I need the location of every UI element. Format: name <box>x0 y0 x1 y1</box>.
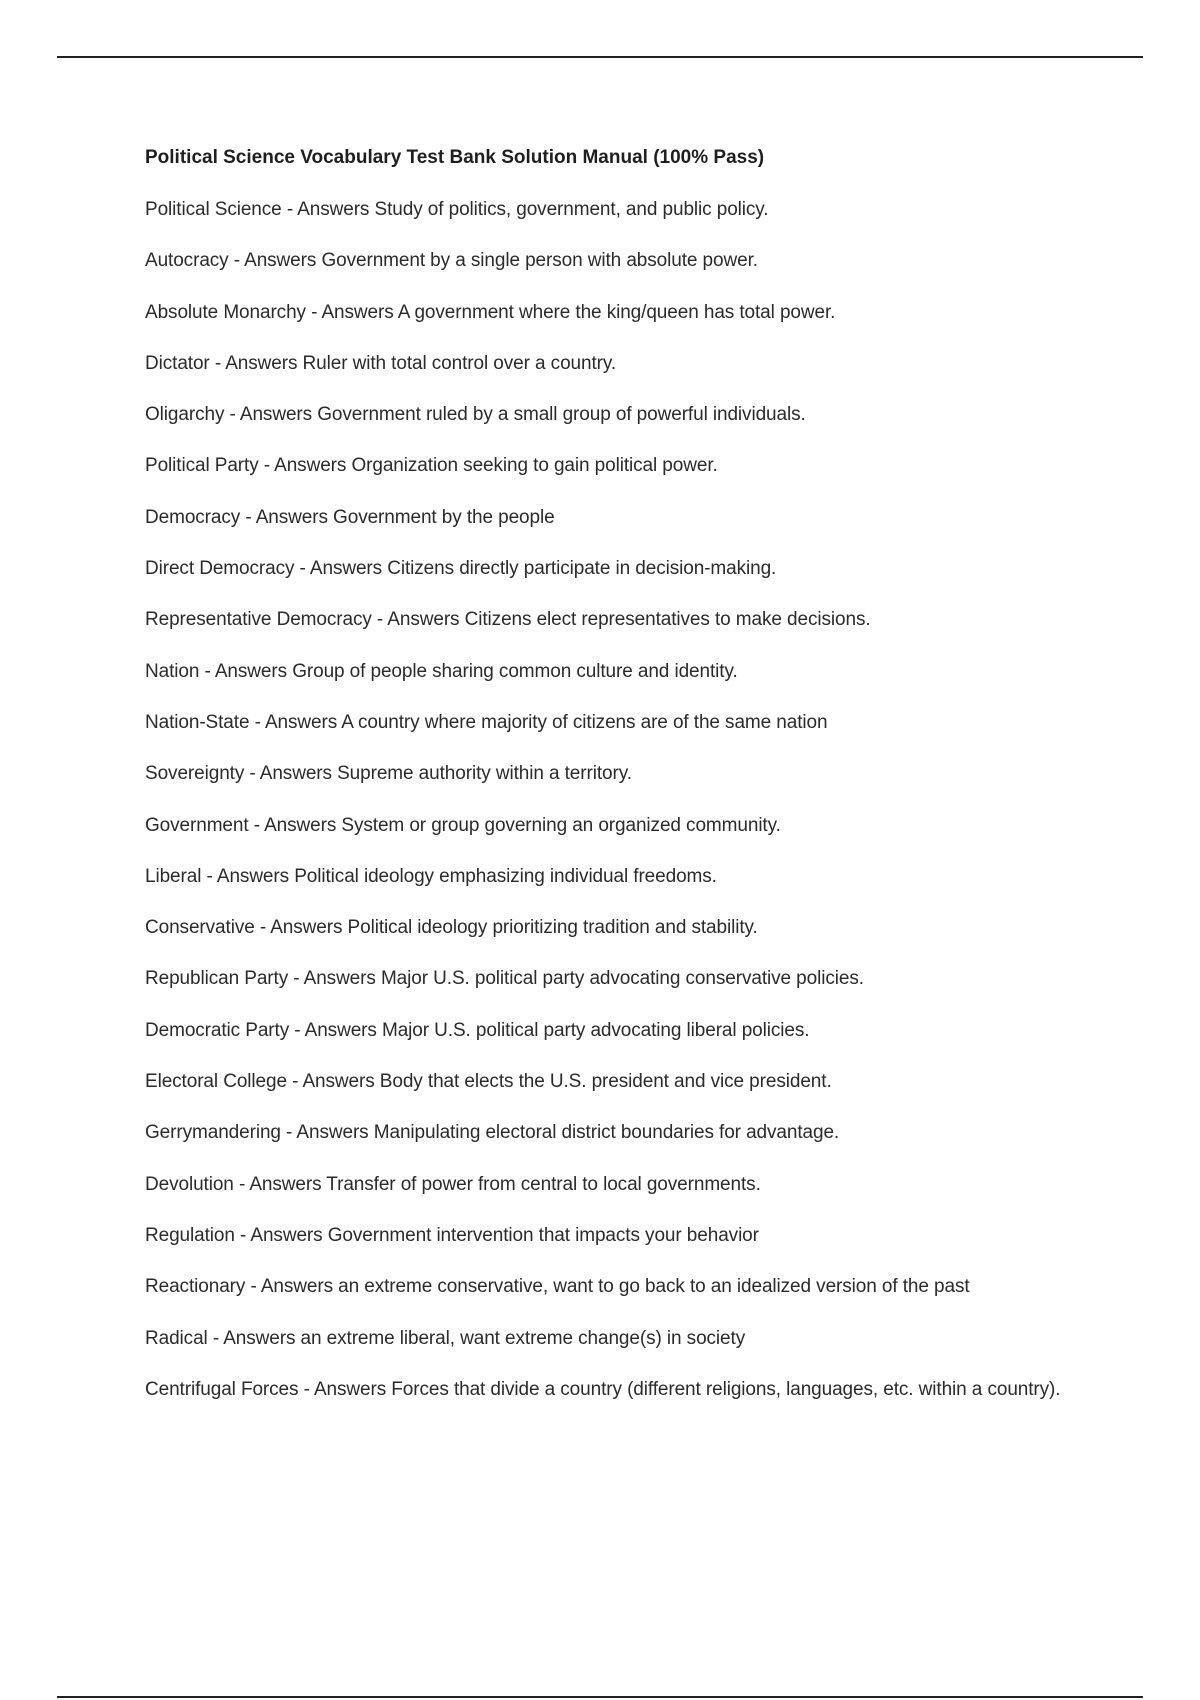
vocabulary-entry: Oligarchy - Answers Government ruled by a small group of powerful individuals. <box>145 404 806 426</box>
vocabulary-entry: Gerrymandering - Answers Manipulating electoral district boundaries for advantage. <box>145 1122 840 1144</box>
header-rule <box>57 56 1143 58</box>
vocabulary-entry: Political Science - Answers Study of politics, government, and public policy. <box>145 199 769 220</box>
vocabulary-entry: Reactionary - Answers an extreme conservative, want to go back to an idealized version of the past <box>145 1276 970 1298</box>
vocabulary-entry: Absolute Monarchy - Answers A government where the king/queen has total power. <box>145 301 836 323</box>
vocabulary-entry: Democratic Party - Answers Major U.S. political party advocating liberal policies. <box>145 1019 810 1041</box>
vocabulary-entry: Direct Democracy - Answers Citizens directly participate in decision-making. <box>145 558 777 580</box>
vocabulary-entry: Democracy - Answers Government by the people <box>145 506 555 528</box>
vocabulary-entry: Dictator - Answers Ruler with total control over a country. <box>145 352 617 374</box>
vocabulary-entry: Electoral College - Answers Body that elects the U.S. president and vice president. <box>145 1071 832 1093</box>
vocabulary-entry: Centrifugal Forces - Answers Forces that divide a country (different religions, languages, etc. within a country). <box>145 1378 1061 1400</box>
vocabulary-entry: Republican Party - Answers Major U.S. political party advocating conservative policies. <box>145 968 864 990</box>
vocabulary-entry: Regulation - Answers Government intervention that impacts your behavior <box>145 1224 759 1246</box>
vocabulary-entry: Conservative - Answers Political ideology prioritizing tradition and stability. <box>145 917 758 939</box>
vocabulary-entry: Devolution - Answers Transfer of power from central to local governments. <box>145 1173 761 1195</box>
vocabulary-entry: Autocracy - Answers Government by a single person with absolute power. <box>145 250 758 272</box>
vocabulary-entry: Representative Democracy - Answers Citizens elect representatives to make decisions. <box>145 609 871 631</box>
document-body <box>145 145 1065 1425</box>
vocabulary-entry: Government - Answers System or group governing an organized community. <box>145 814 781 836</box>
vocabulary-entry: Nation-State - Answers A country where majority of citizens are of the same nation <box>145 711 828 733</box>
document-title: Political Science Vocabulary Test Bank Solution Manual (100% Pass) <box>145 147 765 168</box>
vocabulary-entry: Nation - Answers Group of people sharing common culture and identity. <box>145 660 738 682</box>
vocabulary-list <box>145 194 1065 1405</box>
vocabulary-entry: Sovereignty - Answers Supreme authority within a territory. <box>145 763 632 785</box>
vocabulary-entry: Liberal - Answers Political ideology emphasizing individual freedoms. <box>145 865 717 887</box>
vocabulary-entry: Radical - Answers an extreme liberal, want extreme change(s) in society <box>145 1327 746 1349</box>
footer-rule <box>57 1696 1143 1698</box>
vocabulary-entry: Political Party - Answers Organization seeking to gain political power. <box>145 455 718 477</box>
